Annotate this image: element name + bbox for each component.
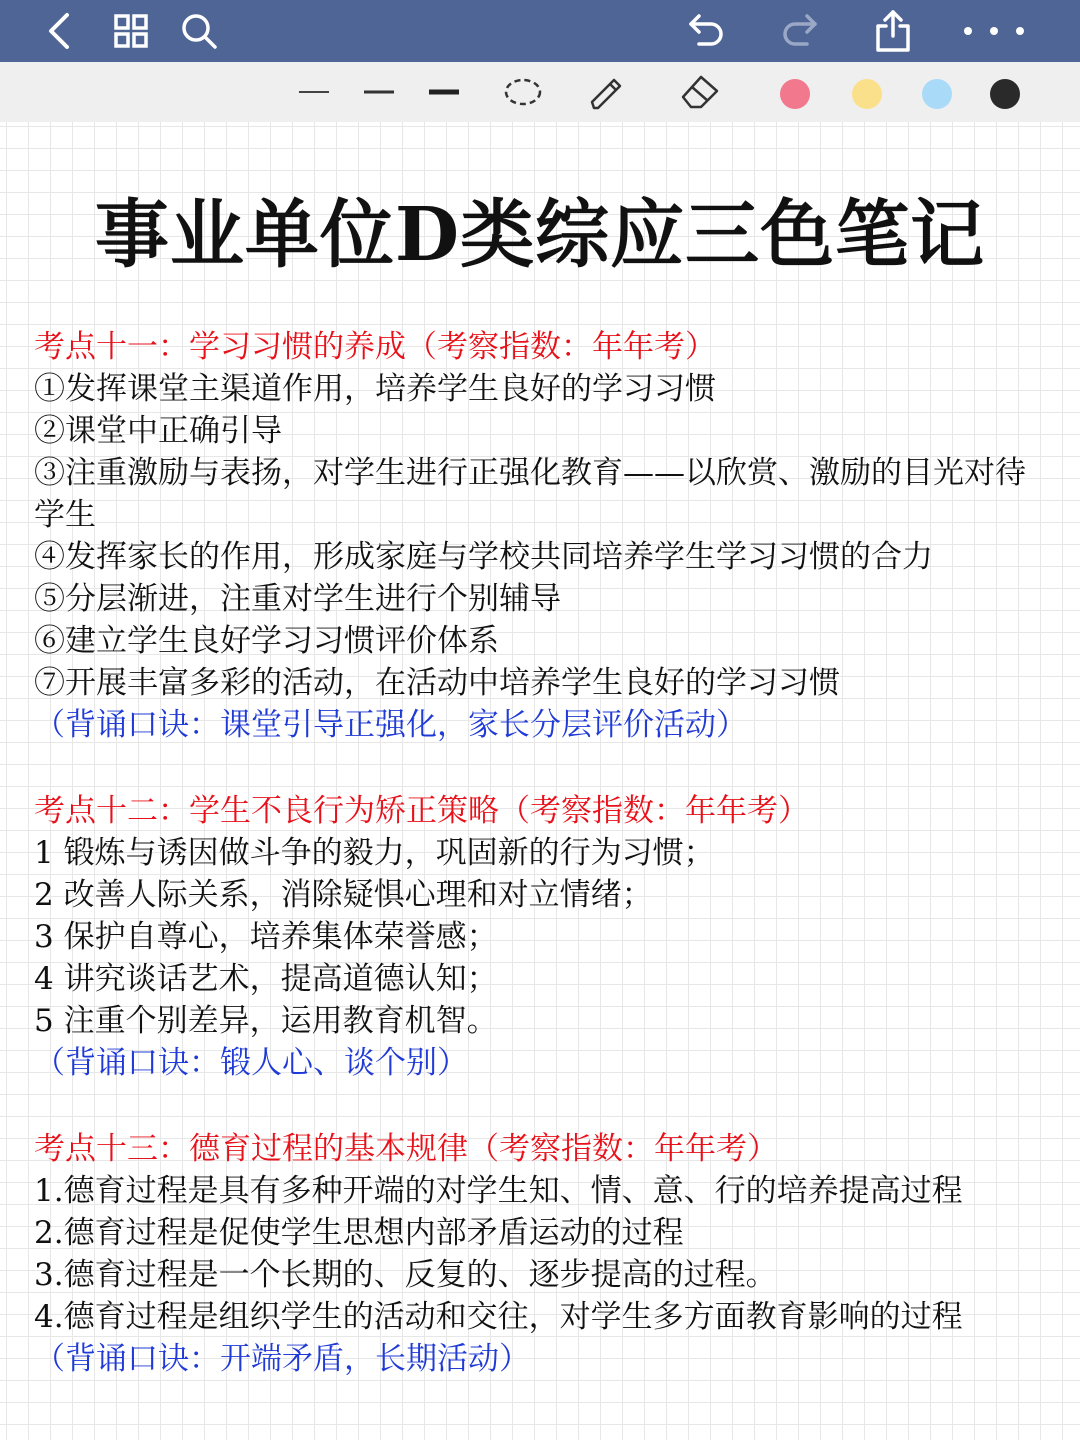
pencil-icon[interactable] [578,70,634,114]
list-item: 3 保护自尊心，培养集体荣誉感； [34,919,498,955]
color-swatch-black[interactable] [990,79,1020,109]
eraser-icon[interactable] [672,70,728,114]
color-swatch-blue[interactable] [922,79,952,109]
mnemonic-tip: （背诵口诀：开端矛盾，长期活动） [34,1341,530,1377]
note-page[interactable] [0,122,1080,1440]
share-icon[interactable] [868,6,918,56]
grid-icon[interactable] [106,6,156,56]
list-item: 5 注重个别差异，运用教育机智。 [34,1003,498,1039]
section-12 [34,790,1054,1084]
list-item: 2 改善人际关系，消除疑惧心理和对立情绪； [34,877,653,913]
list-item: 1.德育过程是具有多种开端的对学生知、情、意、行的培养提高过程 [34,1173,963,1209]
medium-pen-icon[interactable] [351,70,407,114]
list-item: ⑤分层渐进，注重对学生进行个别辅导 [34,581,561,617]
list-item: ⑦开展丰富多彩的活动，在活动中培养学生良好的学习习惯 [34,665,840,701]
section-heading: 考点十一：学习习惯的养成（考察指数：年年考） [34,329,716,365]
color-swatch-pink[interactable] [780,79,810,109]
more-icon[interactable] [962,6,1026,56]
section-heading: 考点十三：德育过程的基本规律（考察指数：年年考） [34,1131,778,1167]
list-item: 2.德育过程是促使学生思想内部矛盾运动的过程 [34,1215,684,1251]
section-heading: 考点十二：学生不良行为矫正策略（考察指数：年年考） [34,793,809,829]
list-item: 4 讲究谈话艺术，提高道德认知； [34,961,498,997]
color-swatch-yellow[interactable] [852,79,882,109]
section-11 [34,326,1054,746]
page-title: 事业单位D类综应三色笔记 [94,192,986,278]
lasso-icon[interactable] [495,70,551,114]
thick-pen-icon[interactable] [416,70,472,114]
top-navigation-bar [0,0,1080,62]
list-item: ③注重激励与表扬，对学生进行正强化教育——以欣赏、激励的目光对待学生 [34,455,1026,533]
list-item: ②课堂中正确引导 [34,413,282,449]
mnemonic-tip: （背诵口诀：锻人心、谈个别） [34,1045,468,1081]
pen-toolbar [0,62,1080,122]
list-item: 1 锻炼与诱因做斗争的毅力，巩固新的行为习惯； [34,835,715,871]
section-13 [34,1128,1054,1380]
list-item: ①发挥课堂主渠道作用，培养学生良好的学习习惯 [34,371,716,407]
mnemonic-tip: （背诵口诀：课堂引导正强化，家长分层评价活动） [34,707,747,743]
list-item: ④发挥家长的作用，形成家庭与学校共同培养学生学习习惯的合力 [34,539,933,575]
search-icon[interactable] [174,6,224,56]
back-icon[interactable] [34,6,84,56]
redo-icon[interactable] [774,6,824,56]
undo-icon[interactable] [682,6,732,56]
list-item: 3.德育过程是一个长期的、反复的、逐步提高的过程。 [34,1257,777,1293]
list-item: ⑥建立学生良好学习习惯评价体系 [34,623,499,659]
list-item: 4.德育过程是组织学生的活动和交往，对学生多方面教育影响的过程 [34,1299,963,1335]
thin-pen-icon[interactable] [286,70,342,114]
